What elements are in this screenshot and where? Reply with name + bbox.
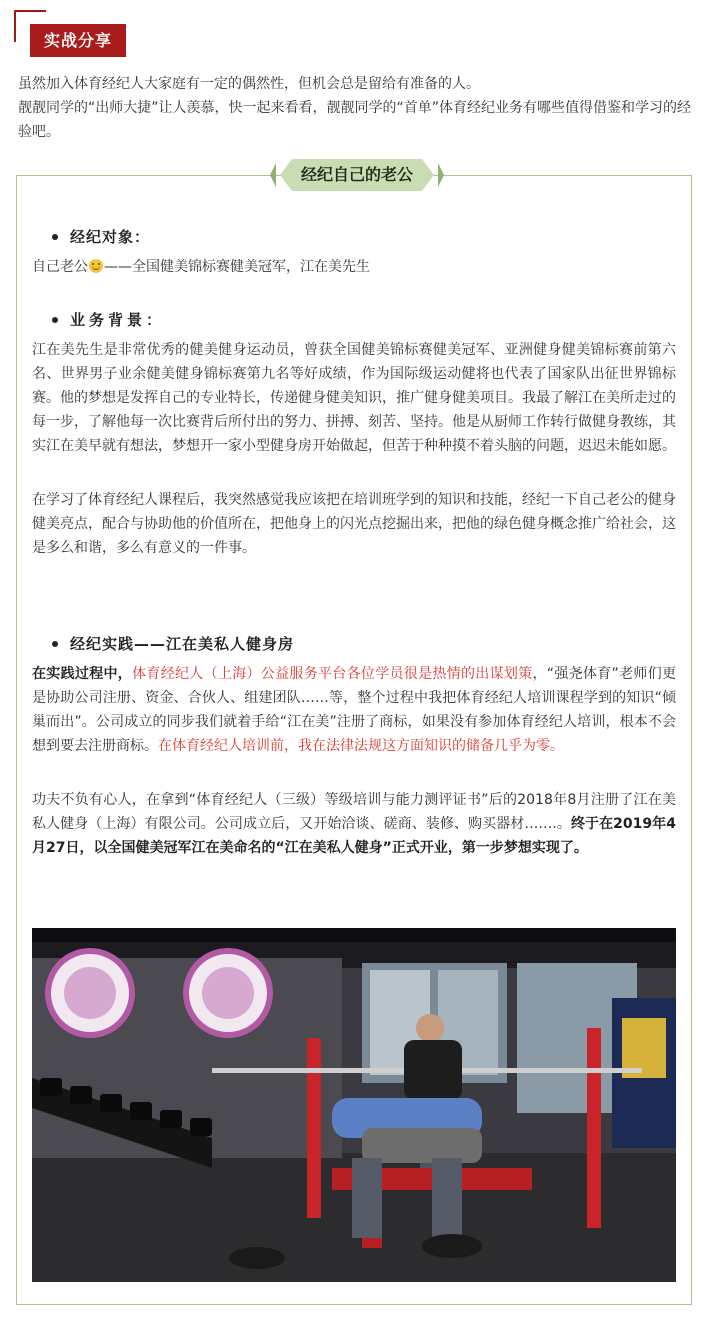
smile-emoji-icon <box>89 259 103 273</box>
gym-photo <box>32 928 676 1282</box>
intro-text <box>18 72 698 144</box>
practice-p1-highlight: 体育经纪人（上海）公益服务平台各位学员很是热情的出谋划策 <box>132 666 533 682</box>
object-section <box>32 225 676 279</box>
intro-line-1: 虽然加入体育经纪人大家庭有一定的偶然性，但机会总是留给有准备的人。 <box>18 76 480 92</box>
background-heading-text: 业务背景： <box>70 311 166 329</box>
section-tag <box>14 10 134 60</box>
background-paragraph-2: 在学习了体育经纪人课程后，我突然感觉我应该把在培训班学到的知识和技能，经纪一下自己老公的健身健美亮点，配合与协助他的价值所在，把他身上的闪光点挖掘出来，把他的绿色健身概念推广给社会，这是多么和谐，多么有意义的一件事。 <box>32 492 676 556</box>
gym-scene-image <box>32 928 676 1282</box>
practice-paragraph-1 <box>32 662 676 758</box>
object-text <box>32 255 676 279</box>
section-tag-label: 实战分享 <box>30 24 126 57</box>
practice-p1-bold: 在实践过程中， <box>32 666 133 682</box>
object-text-end: ——全国健美锦标赛健美冠军，江在美先生 <box>104 259 370 275</box>
object-heading-text: 经纪对象： <box>70 228 151 246</box>
practice-heading <box>52 632 676 656</box>
section-banner <box>262 157 452 193</box>
practice-p2-body: 功夫不负有心人，在拿到“体育经纪人（三级）等级培训与能力测评证书”后的2018年8月注册了江在美私人健身（上海）有限公司。公司成立后，又开始洽谈、磋商、装修、购买器材…….。 <box>32 792 676 832</box>
banner-title: 经纪自己的老公 <box>300 165 413 184</box>
background-section <box>32 308 676 560</box>
intro-line-2: 靓靓同学的“出师大捷”让人羡慕，快一起来看看，靓靓同学的“首单”体育经纪业务有哪些值得借鉴和学习的经验吧。 <box>18 100 692 140</box>
bullet-icon <box>52 317 58 323</box>
bullet-icon <box>52 641 58 647</box>
practice-p1-highlight-2: 在体育经纪人培训前，我在法律法规这方面知识的储备几乎为零。 <box>158 738 564 754</box>
object-text-start: 自己老公 <box>32 259 88 275</box>
practice-paragraph-2 <box>32 788 676 860</box>
background-paragraph-1: 江在美先生是非常优秀的健美健身运动员，曾获全国健美锦标赛健美冠军、亚洲健身健美锦标赛前第六名、世界男子业余健美健身锦标赛第九名等好成绩，作为国际级运动健将也代表了国家队出征世界锦标赛。他的梦想是发挥自己的专业特长，传递健身健美知识，推广健身健美项目。我最了解江在美所走过的每一步，了解他每一次比赛背后所付出的努力、拼搏、刻苦、坚持。他是从厨师工作转行做健身教练，其实江在美早就有想法，梦想开一家小型健身房开始做起，但苦于种种摸不着头脑的问题，迟迟未能如愿。 <box>32 342 676 454</box>
bullet-icon <box>52 234 58 240</box>
practice-p1-body: ，“强尧体育”老师们更是协助公司注册、资金、合伙人、组建团队……等，整个过程中我把体育经纪人培训课程学到的知识“倾巢而出”。公司成立的同步我们就着手给“江在美”注册了商标，如果没有参加体育经纪人培训，根本不会想到要去注册商标。 <box>32 666 677 754</box>
practice-heading-text: 经纪实践——江在美私人健身房 <box>70 635 295 653</box>
practice-section <box>32 632 676 860</box>
background-heading <box>52 308 676 332</box>
practice-p2-bold: 终于在2019年4月27日，以全国健美冠军江在美命名的“江在美私人健身”正式开业，第一步梦想实现了。 <box>32 816 676 856</box>
object-heading <box>52 225 676 249</box>
